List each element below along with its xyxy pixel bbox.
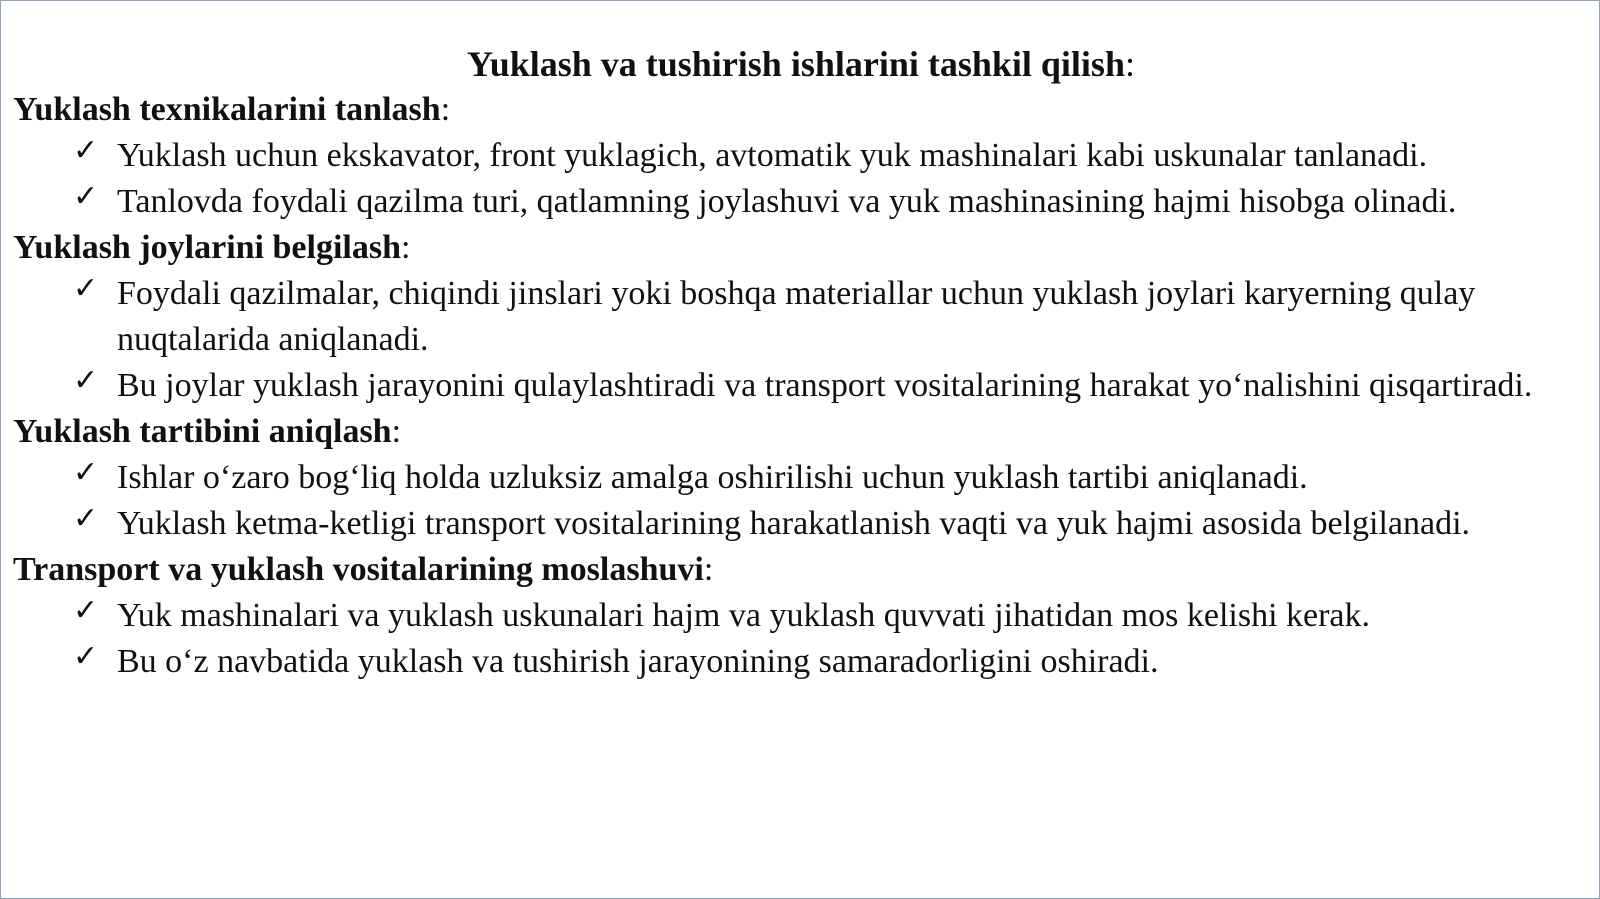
list-item-text: Bu oʻz navbatida yuklash va tushirish jarayonining samaradorligini oshiradi. <box>117 643 1159 680</box>
list-item-text: Yuk mashinalari va yuklash uskunalari hajm va yuklash quvvati jihatidan mos kelishi kerak. <box>117 597 1371 634</box>
list-item <box>73 179 1593 225</box>
list-item-text: Foydali qazilmalar, chiqindi jinslari yoki boshqa materiallar uchun yuklash joylari karyerning qulay nuqtalarida aniqlanadi. <box>117 275 1476 358</box>
section-heading-colon: : <box>391 413 402 450</box>
title-text: Yuklash va tushirish ishlarini tashkil qilish <box>467 44 1125 84</box>
section-heading-text: Yuklash texnikalarini tanlash <box>13 91 441 128</box>
list-item <box>73 363 1593 409</box>
list-item <box>73 593 1593 639</box>
section-heading <box>13 547 1593 593</box>
section-heading-colon: : <box>703 551 714 588</box>
list-item <box>73 455 1593 501</box>
list-item-text: Bu joylar yuklash jarayonini qulaylashtiradi va transport vositalarining harakat yoʻnalishini qisqartiradi. <box>117 367 1533 404</box>
section-heading-text: Yuklash joylarini belgilash <box>13 229 401 266</box>
bullet-list <box>13 455 1593 547</box>
list-item-text: Yuklash ketma-ketligi transport vositalarining harakatlanish vaqti va yuk hajmi asosida belgilanadi. <box>117 505 1471 542</box>
list-item <box>73 133 1593 179</box>
check-icon: ✓ <box>73 133 99 168</box>
check-icon: ✓ <box>73 455 99 490</box>
check-icon: ✓ <box>73 271 99 306</box>
check-icon: ✓ <box>73 593 99 628</box>
section-heading-text: Transport va yuklash vositalarining moslashuvi <box>13 551 704 588</box>
section-loading-locations <box>13 225 1593 409</box>
check-icon: ✓ <box>73 501 99 536</box>
section-heading <box>13 225 1593 271</box>
slide-title <box>1 41 1600 87</box>
title-colon: : <box>1124 44 1135 84</box>
section-loading-order <box>13 409 1593 547</box>
section-equipment-selection <box>13 87 1593 225</box>
bullet-list <box>13 133 1593 225</box>
check-icon: ✓ <box>73 179 99 214</box>
section-equipment-compatibility <box>13 547 1593 685</box>
list-item <box>73 271 1593 363</box>
bullet-list <box>13 593 1593 685</box>
list-item-text: Ishlar oʻzaro bogʻliq holda uzluksiz amalga oshirilishi uchun yuklash tartibi aniqlanadi. <box>117 459 1308 496</box>
list-item <box>73 501 1593 547</box>
section-heading-colon: : <box>440 91 451 128</box>
check-icon: ✓ <box>73 639 99 674</box>
section-heading-text: Yuklash tartibini aniqlash <box>13 413 392 450</box>
list-item-text: Tanlovda foydali qazilma turi, qatlamning joylashuvi va yuk mashinasining hajmi hisobga olinadi. <box>117 183 1457 220</box>
section-heading <box>13 409 1593 455</box>
list-item <box>73 639 1593 685</box>
section-heading <box>13 87 1593 133</box>
section-heading-colon: : <box>400 229 411 266</box>
list-item-text: Yuklash uchun ekskavator, front yuklagich, avtomatik yuk mashinalari kabi uskunalar tanlanadi. <box>117 137 1428 174</box>
slide-content <box>13 87 1593 685</box>
bullet-list <box>13 271 1593 409</box>
check-icon: ✓ <box>73 363 99 398</box>
